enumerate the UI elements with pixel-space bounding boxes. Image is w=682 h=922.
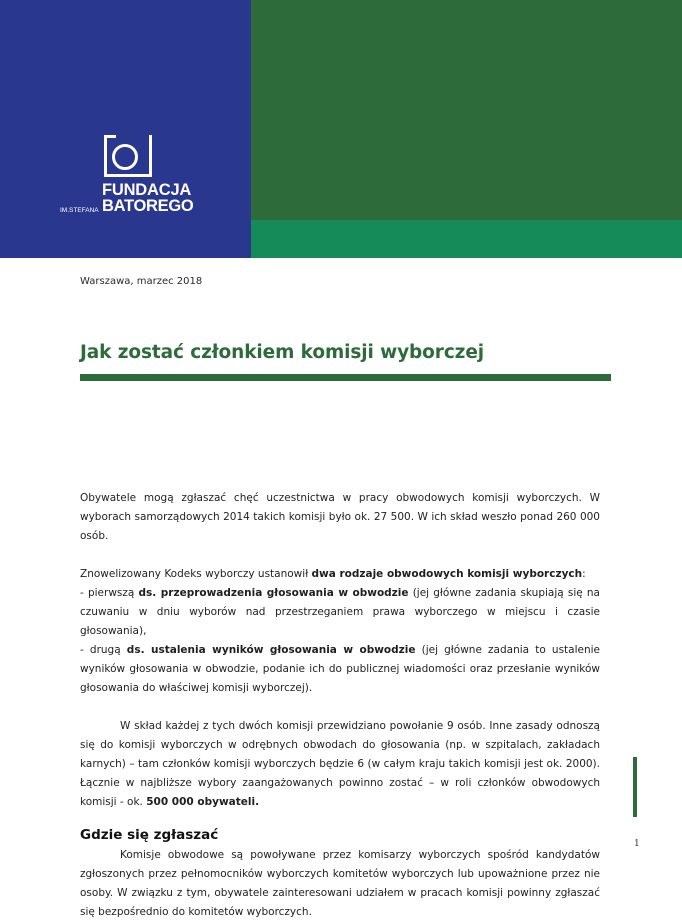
- header-green-panel: [251, 0, 682, 220]
- paragraph-2-intro: Znowelizowany Kodeks wyborczy ustanowił: [80, 568, 312, 580]
- paragraph-2: [80, 565, 600, 698]
- item-1-prefix: - pierwszą: [80, 587, 139, 599]
- item-1-bold: ds. przeprowadzenia głosowania w obwodzie: [138, 587, 409, 599]
- title-underline: [80, 374, 611, 381]
- paragraph-3-text: W skład każdej z tych dwóch komisji przewidziano powołanie 9 osób. Inne zasady odnoszą się do komisji wyborczych w odrębnych obwodach do głosowania (np. w szpitalach, zakładach karnych) – tam członków komisji wyborczych będzie 6 (w całym kraju takich komisji jest ok. 2000). Łącznie w najbliższe wybory zaangażowanych powinno zostać – w roli członków obwodowych komisji - ok.: [80, 720, 600, 808]
- paragraph-2-intro-bold: dwa rodzaje obwodowych komisji wyborczych: [311, 568, 583, 580]
- item-2-bold: ds. ustalenia wyników głosowania w obwodzie: [126, 644, 416, 656]
- logo-line2: BATOREGO: [102, 197, 194, 215]
- page-number: 1: [634, 839, 640, 849]
- document-body: [80, 489, 600, 922]
- logo-small-text: IM.STEFANA: [60, 207, 99, 214]
- header-green-strip: [251, 220, 682, 258]
- paragraph-1: Obywatele mogą zgłaszać chęć uczestnictwa w pracy obwodowych komisji wyborczych. W wyborach samorządowych 2014 takich komisji było ok. 27 500. W ich skład weszło ponad 260 000 osób.: [80, 492, 600, 542]
- fundacja-batorego-logo: [60, 134, 250, 224]
- logo-line1: FUNDACJA: [102, 181, 192, 199]
- margin-marker: [633, 757, 637, 817]
- document-date: Warszawa, marzec 2018: [80, 276, 203, 287]
- section-heading: Gdzie się zgłaszać: [80, 827, 219, 843]
- paragraph-3: [80, 717, 600, 812]
- paragraph-2-intro-end: :: [582, 568, 586, 580]
- section-paragraph: Komisje obwodowe są powoływane przez komisarzy wyborczych spośród kandydatów zgłoszonych przez pełnomocników wyborczych komitetów wyborczych lub upoważnione przez nie osoby. W związku z tym, obywatele zainteresowani udziałem w pracach komisji powinny zgłaszać się bezpośrednio do komitetów wyborczych.: [80, 849, 600, 918]
- paragraph-3-bold: 500 000 obywateli.: [146, 796, 260, 808]
- item-2-prefix: - drugą: [80, 644, 127, 656]
- document-title: Jak zostać członkiem komisji wyborczej: [80, 342, 485, 363]
- item-2-text: (jej główne zadania to ustalenie wyników głosowania w obwodzie, podanie ich do publicznej wiadomości oraz przesłanie wyników głosowania do właściwej komisji wyborczej).: [80, 644, 600, 694]
- logo-circle-icon: [112, 144, 138, 170]
- item-1-text: (jej główne zadania skupiają się na czuwaniu w dniu wyborów nad przestrzeganiem prawa wyborczego w miejscu i czasie głosowania),: [80, 587, 600, 637]
